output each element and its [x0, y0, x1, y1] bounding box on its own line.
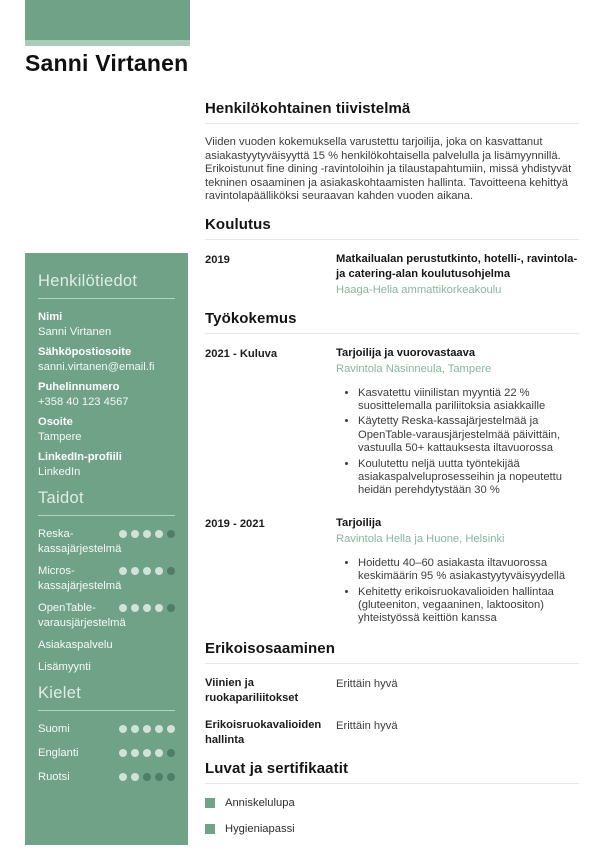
language-label: Englanti — [38, 747, 79, 759]
skill-rating-dots — [119, 567, 175, 575]
summary-text: Viiden vuoden kokemuksella varustettu tarjoilija, joka on kasvattanut asiakastyytyväisyyttä 15 % henkilökohtaisella palvelulla ja lisämyynnillä. Erikoistunut fine dining -ravintoloihin ja tilaustapahtumiin, missä yhdistyvät tekninen osaaminen ja asiakaskohtaamisten hallinta. Tavoitteena kehittyä ravintolapäälliköksi seuraavan kahden vuoden aikana. — [205, 136, 572, 202]
rating-dot-filled — [143, 567, 151, 575]
rating-dot-filled — [131, 773, 139, 781]
experience-bullet-list — [336, 387, 579, 498]
special-skill-level: Erittäin hyvä — [336, 677, 398, 690]
rating-dot-filled — [119, 530, 127, 538]
field-phone — [38, 380, 175, 410]
skill-row — [38, 660, 175, 675]
rating-dot-empty — [143, 773, 151, 781]
rating-dot-empty — [167, 567, 175, 575]
section-certifications — [205, 760, 579, 836]
experience-company: Ravintola Näsinneula, Tampere — [336, 362, 492, 375]
rating-dot-filled — [131, 749, 139, 757]
rating-dot-filled — [119, 725, 127, 733]
sidebar — [25, 253, 188, 845]
experience-body — [336, 516, 579, 628]
rating-dot-filled — [155, 725, 163, 733]
experience-entry — [205, 516, 579, 628]
language-row — [38, 746, 175, 761]
skill-row — [38, 638, 175, 653]
field-label: Sähköpostiosoite — [38, 346, 132, 358]
field-value: Sanni Virtanen — [38, 326, 112, 338]
certifications-title: Luvat ja sertifikaatit — [205, 760, 579, 784]
sidebar-section-languages — [38, 684, 175, 785]
rating-dot-filled — [167, 725, 175, 733]
experience-bullet: • Kasvatettu viinilistan myyntiä 22 % suosittelemalla pariliitoksia asiakkaille — [358, 387, 579, 414]
education-period: 2019 — [205, 253, 230, 266]
experience-entry — [205, 346, 579, 500]
skill-label: OpenTable-varausjärjestelmä — [38, 602, 126, 629]
rating-dot-empty — [155, 773, 163, 781]
language-row — [38, 722, 175, 737]
rating-dot-empty — [167, 530, 175, 538]
certification-label: Hygieniapassi — [225, 822, 295, 835]
certificate-bullet-icon — [205, 798, 215, 808]
language-row — [38, 770, 175, 785]
certification-item — [205, 796, 579, 810]
main-content — [205, 100, 579, 836]
rating-dot-filled — [143, 604, 151, 612]
experience-period: 2019 - 2021 — [205, 517, 265, 530]
skill-rating-dots — [119, 604, 175, 612]
sidebar-section-skills — [38, 489, 175, 675]
rating-dot-filled — [131, 530, 139, 538]
experience-body — [336, 346, 579, 500]
special-skill-level: Erittäin hyvä — [336, 719, 398, 732]
rating-dot-empty — [167, 773, 175, 781]
experience-bullet: • Käytetty Reska-kassajärjestelmää ja OpenTable-varausjärjestelmää päivittäin, vastuulla 50+ kattauksesta iltavuorossa — [358, 415, 579, 455]
experience-bullet: • Kehitetty erikoisruokavalioiden hallintaa (gluteeniton, vegaaninen, laktoositon) yhteistyössä keittiön kanssa — [358, 586, 579, 626]
field-label: Puhelinnumero — [38, 381, 120, 393]
skill-row — [38, 527, 175, 557]
rating-dot-filled — [143, 530, 151, 538]
rating-dot-filled — [119, 773, 127, 781]
skill-label: Asiakaspalvelu — [38, 639, 113, 651]
language-rating-dots — [119, 773, 175, 781]
experience-bullet: • Hoidettu 40–60 asiakasta iltavuorossa keskimäärin 95 % asiakastyytyväisyydellä — [358, 557, 579, 584]
field-linkedin — [38, 450, 175, 480]
certification-item — [205, 822, 579, 836]
rating-dot-filled — [119, 567, 127, 575]
field-label: Osoite — [38, 416, 73, 428]
person-name: Sanni Virtanen — [25, 50, 189, 76]
personal-section-title: Henkilötiedot — [38, 272, 175, 299]
special-skills-title: Erikoisosaaminen — [205, 640, 579, 664]
section-education — [205, 216, 579, 298]
section-experience — [205, 310, 579, 628]
experience-bullet-list — [336, 557, 579, 626]
language-label: Ruotsi — [38, 771, 70, 783]
rating-dot-filled — [119, 749, 127, 757]
experience-title: Työkokemus — [205, 310, 579, 334]
skill-row — [38, 601, 175, 631]
summary-title: Henkilökohtainen tiivistelmä — [205, 100, 579, 124]
special-skill-label: Viinien ja ruokapariliitokset — [205, 676, 299, 704]
languages-section-title: Kielet — [38, 684, 175, 711]
experience-bullet: • Koulutettu neljä uutta työntekijää asiakaspalveluprosesseihin ja nopeutettu heidän perehdytystään 30 % — [358, 458, 579, 498]
education-entry — [205, 252, 579, 298]
rating-dot-filled — [155, 604, 163, 612]
special-skill-label: Erikoisruokavalioiden hallinta — [205, 718, 322, 746]
experience-role: Tarjoilija — [336, 516, 382, 529]
language-label: Suomi — [38, 723, 70, 735]
rating-dot-empty — [167, 749, 175, 757]
skill-label: Lisämyynti — [38, 661, 91, 673]
education-degree: Matkailualan perustutkinto, hotelli-, ravintola- ja catering-alan koulutusohjelma — [336, 252, 578, 280]
header-accent-block — [25, 0, 190, 40]
section-summary — [205, 100, 579, 204]
skill-label: Micros-kassajärjestelmä — [38, 565, 122, 592]
rating-dot-filled — [143, 749, 151, 757]
field-value: sanni.virtanen@email.fi — [38, 361, 155, 373]
skill-label: Reska-kassajärjestelmä — [38, 528, 122, 555]
rating-dot-filled — [143, 725, 151, 733]
experience-role: Tarjoilija ja vuorovastaava — [336, 346, 476, 359]
rating-dot-filled — [131, 725, 139, 733]
certification-label: Anniskelulupa — [225, 796, 295, 809]
special-skill-row — [205, 676, 579, 706]
language-rating-dots — [119, 725, 175, 733]
field-value: Tampere — [38, 431, 82, 443]
rating-dot-filled — [119, 604, 127, 612]
skill-rating-dots — [119, 530, 175, 538]
section-special-skills — [205, 640, 579, 748]
field-value: +358 40 123 4567 — [38, 396, 129, 408]
education-title: Koulutus — [205, 216, 579, 240]
education-school: Haaga-Helia ammattikorkeakoulu — [336, 283, 502, 296]
header-accent-strip — [25, 40, 190, 46]
language-rating-dots — [119, 749, 175, 757]
skills-section-title: Taidot — [38, 489, 175, 516]
rating-dot-filled — [155, 530, 163, 538]
rating-dot-empty — [167, 604, 175, 612]
rating-dot-filled — [155, 567, 163, 575]
field-label: LinkedIn-profiili — [38, 451, 122, 463]
rating-dot-filled — [131, 567, 139, 575]
field-value: LinkedIn — [38, 466, 81, 478]
skill-row — [38, 564, 175, 594]
education-body — [336, 252, 579, 298]
field-name — [38, 310, 175, 340]
field-address — [38, 415, 175, 445]
field-email — [38, 345, 175, 375]
experience-company: Ravintola Hella ja Huone, Helsinki — [336, 532, 505, 545]
rating-dot-filled — [155, 749, 163, 757]
experience-period: 2021 - Kuluva — [205, 347, 278, 360]
sidebar-section-personal — [38, 272, 175, 480]
special-skill-row — [205, 718, 579, 748]
certificate-bullet-icon — [205, 824, 215, 834]
rating-dot-filled — [131, 604, 139, 612]
field-label: Nimi — [38, 311, 63, 323]
